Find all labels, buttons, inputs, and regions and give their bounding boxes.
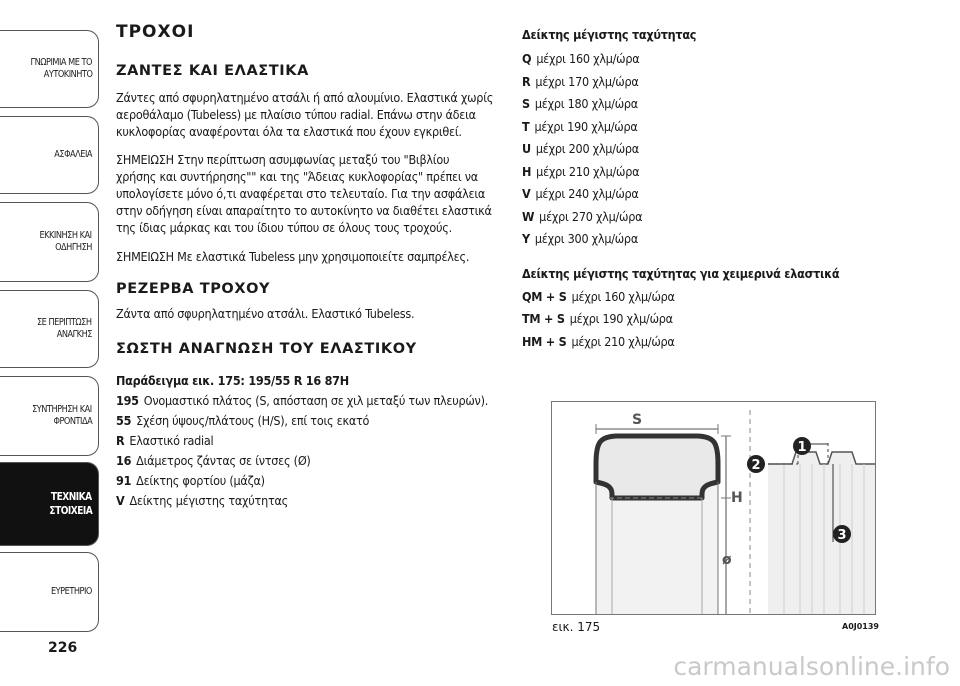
tab-label: ΟΔΗΓΗΣΗ — [55, 242, 92, 253]
speed-index-list — [522, 48, 942, 251]
tab-technical-data[interactable] — [0, 462, 99, 546]
figure-caption: εικ. 175 — [552, 620, 601, 634]
tyres-paragraph — [116, 89, 500, 140]
tab-label: ΓΝΩΡΙΜΙΑ ΜΕ ΤΟ — [30, 57, 92, 68]
tab-index[interactable] — [0, 552, 99, 632]
watermark: carmanualsonline.info — [673, 652, 950, 681]
tab-label: ΑΝΑΓΚΗΣ — [56, 329, 92, 340]
diameter-dimension — [722, 498, 732, 614]
section-heading-spare-wheel: ΡΕΖΕΡΒΑ ΤΡΟΧΟΥ — [116, 281, 271, 297]
item-text: μέχρι 160 χλμ/ώρα — [536, 51, 640, 66]
text-line: κυκλοφορίας αναφέρονται όλα τα ελαστικά που έχουν εγκριθεί. — [116, 124, 462, 139]
text-line: Ζάντες από σφυρηλατημένο ατσάλι ή από αλουμίνιο. Ελαστικά χωρίς — [116, 90, 494, 105]
item-text: μέχρι 190 χλμ/ώρα — [534, 118, 638, 134]
tab-label: ΕΥΡΕΤΗΡΙΟ — [51, 586, 92, 597]
winter-speed-index-list — [522, 286, 942, 354]
item-text: Δείκτης φορτίου (μάζα) — [136, 473, 265, 488]
height-label: H — [731, 490, 743, 506]
item-code: Y — [522, 231, 530, 246]
list-item — [116, 411, 500, 431]
note-tubeless: ΣΗΜΕΙΩΣΗ Με ελαστικά Tubeless μην χρησιμοποιείτε σαμπρέλες. — [116, 249, 470, 264]
list-item — [522, 161, 942, 184]
list-item — [522, 48, 942, 71]
item-code: H — [522, 163, 532, 179]
item-text: μέχρι 170 χλμ/ώρα — [535, 73, 639, 89]
list-item — [522, 93, 942, 116]
list-item — [522, 331, 942, 354]
text-line: αεροθάλαμο (Tubeless) με πλαίσιο τύπου radial. Επάνω στην άδεια — [116, 107, 476, 122]
item-text: Διάμετρος ζάντας σε ίντσες (Ø) — [136, 453, 311, 468]
list-item — [522, 138, 942, 161]
item-text: μέχρι 270 χλμ/ώρα — [539, 208, 643, 224]
item-text: μέχρι 190 χλμ/ώρα — [569, 311, 673, 326]
list-item — [522, 206, 942, 229]
callout-number: 2 — [751, 458, 761, 473]
tab-label: ΣΤΟΙΧΕΙΑ — [49, 504, 92, 517]
callout-2 — [747, 455, 765, 473]
text-line: υπολογίσετε μόνο ό,τι αναφέρεται στο τελευταίο. Για την ασφάλεια — [116, 186, 486, 201]
item-code: TM + S — [522, 311, 565, 326]
item-text: μέχρι 180 χλμ/ώρα — [534, 96, 638, 111]
item-code: V — [116, 493, 125, 508]
height-dimension — [721, 436, 743, 506]
speed-index-title: Δείκτης μέγιστης ταχύτητας — [522, 27, 697, 42]
spare-wheel-text: Ζάντα από σφυρηλατημένο ατσάλι. Ελαστικό Tubeless. — [116, 306, 415, 321]
tyre-diagram — [552, 402, 875, 614]
callout-number: 1 — [797, 440, 807, 455]
list-item — [116, 491, 500, 511]
item-code: W — [522, 208, 535, 224]
list-item — [116, 471, 500, 491]
item-code: 195 — [116, 393, 139, 408]
width-label: S — [632, 412, 643, 428]
tab-label: ΤΕΧΝΙΚΑ — [51, 490, 92, 503]
item-text: μέχρι 200 χλμ/ώρα — [535, 141, 639, 156]
item-text: Ελαστικό radial — [129, 433, 214, 448]
list-item — [522, 116, 942, 139]
item-code: S — [522, 96, 530, 111]
list-item — [116, 451, 500, 471]
item-text: μέχρι 240 χλμ/ώρα — [535, 186, 639, 201]
item-code: U — [522, 141, 531, 156]
item-code: 55 — [116, 413, 132, 428]
tab-label: ΕΚΚΙΝΗΣΗ ΚΑΙ — [39, 230, 92, 241]
list-item — [522, 183, 942, 206]
tab-label: ΦΡΟΝΤΙΔΑ — [53, 416, 92, 427]
list-item — [116, 431, 500, 451]
tab-getting-to-know[interactable] — [0, 30, 99, 108]
text-line: της ίδιας μάρκας και του ίδιου τύπου σε όλους τους τροχούς. — [116, 220, 452, 235]
item-code: 91 — [116, 473, 132, 488]
item-text: μέχρι 160 χλμ/ώρα — [571, 288, 675, 304]
item-text: Σχέση ύψους/πλάτους (H/S), επί τοις εκατό — [136, 413, 370, 428]
item-code: 16 — [116, 453, 132, 468]
diameter-label: ø — [722, 552, 732, 568]
section-heading-rims-tyres: ΖΑΝΤΕΣ ΚΑΙ ΕΛΑΣΤΙΚΑ — [116, 63, 309, 79]
note-documents — [116, 151, 500, 236]
left-column — [116, 22, 500, 511]
right-column — [522, 26, 942, 353]
text-line: ΣΗΜΕΙΩΣΗ Στην περίπτωση ασυμφωνίας μεταξύ του "Βιβλίου — [116, 152, 450, 167]
width-dimension — [596, 412, 718, 434]
page-title: ΤΡΟΧΟΙ — [116, 22, 195, 42]
item-code: R — [116, 433, 125, 448]
figure-code: A0J0139 — [842, 622, 879, 631]
item-text: Ονομαστικό πλάτος (S, απόσταση σε χιλ μεταξύ των πλευρών). — [143, 393, 489, 408]
item-text: Δείκτης μέγιστης ταχύτητας — [129, 493, 288, 508]
text-line: χρήσης και συντήρησης"" και της "Άδειας κυκλοφορίας" πρέπει να — [116, 169, 478, 184]
tab-starting-driving[interactable] — [0, 202, 99, 282]
item-code: QM + S — [522, 288, 567, 304]
item-text: μέχρι 210 χλμ/ώρα — [536, 163, 640, 179]
tread-detail — [768, 442, 875, 614]
tyre-figure — [551, 401, 876, 615]
tab-label: ΑΥΤΟΚΙΝΗΤΟ — [43, 69, 92, 80]
tab-safety[interactable] — [0, 116, 99, 194]
item-text: μέχρι 210 χλμ/ώρα — [571, 333, 675, 349]
tyre-cross-section — [596, 436, 718, 614]
list-item — [522, 71, 942, 94]
item-code: T — [522, 118, 530, 134]
example-list — [116, 391, 500, 511]
item-code: HM + S — [522, 333, 567, 349]
tab-maintenance[interactable] — [0, 376, 99, 456]
callout-number: 3 — [837, 528, 847, 543]
list-item — [522, 308, 942, 331]
list-item — [116, 391, 500, 411]
item-code: Q — [522, 51, 532, 66]
item-code: R — [522, 73, 531, 89]
winter-speed-index-title: Δείκτης μέγιστης ταχύτητας για χειμερινά ελαστικά — [522, 265, 840, 281]
text-line: στην οδήγηση είναι απαραίτητο το αυτοκίνητο να διαθέτει ελαστικά — [116, 203, 492, 218]
item-text: μέχρι 300 χλμ/ώρα — [534, 231, 638, 246]
page-number: 226 — [48, 640, 78, 656]
tab-label: ΣΕ ΠΕΡΙΠΤΩΣΗ — [37, 317, 92, 328]
list-item — [522, 286, 942, 309]
item-code: V — [522, 186, 531, 201]
list-item — [522, 228, 942, 251]
tab-emergency[interactable] — [0, 290, 99, 368]
section-heading-tyre-reading: ΣΩΣΤΗ ΑΝΑΓΝΩΣΗ ΤΟΥ ΕΛΑΣΤΙΚΟΥ — [116, 341, 417, 357]
example-title: Παράδειγμα εικ. 175: 195/55 R 16 87H — [116, 373, 349, 388]
tab-label: ΣΥΝΤΗΡΗΣΗ ΚΑΙ — [32, 404, 92, 415]
tab-label: ΑΣΦΑΛΕΙΑ — [54, 149, 92, 160]
